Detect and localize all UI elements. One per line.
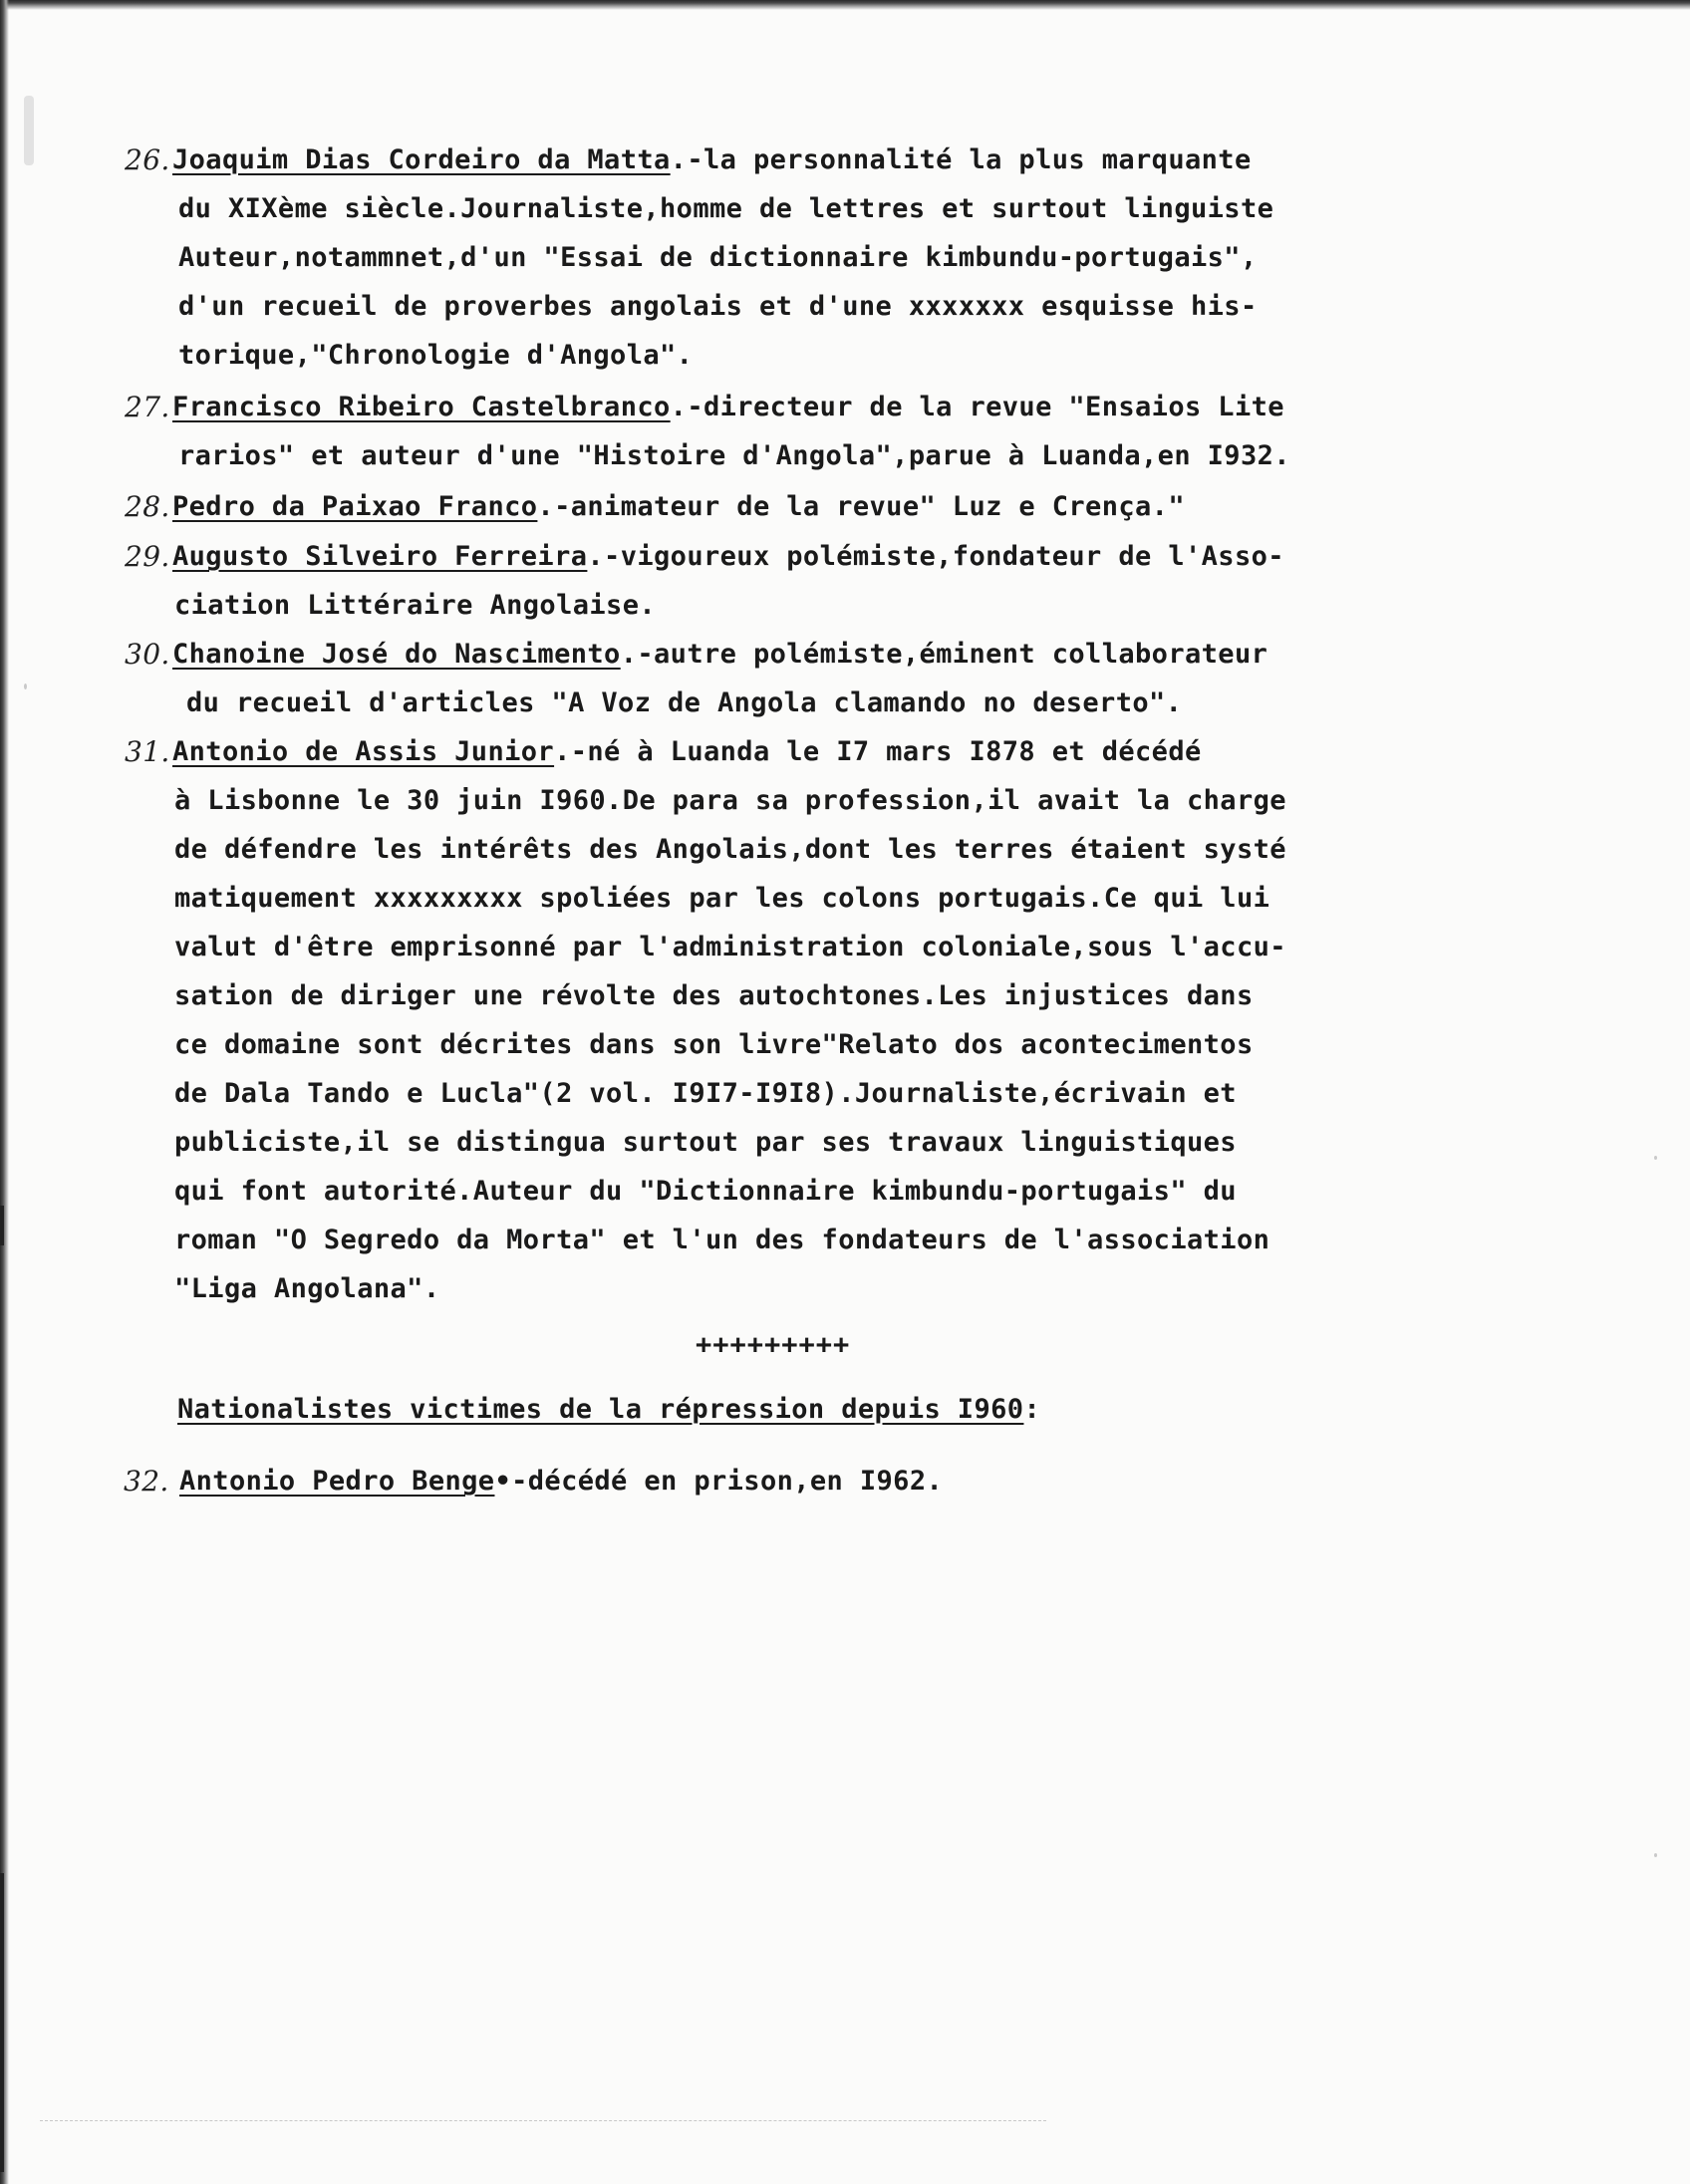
entry-text: de défendre les intérêts des Angolais,dont les terres étaient systé bbox=[174, 834, 1286, 865]
entry-text: .-autre polémiste,éminent collaborateur bbox=[620, 639, 1268, 670]
entry-text: du recueil d'articles "A Voz de Angola clamando no deserto". bbox=[186, 687, 1183, 718]
entry-name: Antonio Pedro Benge bbox=[179, 1466, 495, 1497]
entry-text: matiquement xxxxxxxxx spoliées par les colons portugais.Ce qui lui bbox=[174, 883, 1270, 914]
entry-name: Joaquim Dias Cordeiro da Matta bbox=[172, 144, 671, 175]
entry-text: du XIXème siècle.Journaliste,homme de lettres et surtout linguiste bbox=[178, 193, 1274, 224]
entry-first-line bbox=[179, 1457, 1445, 1505]
entry-text: Auteur,notammnet,d'un "Essai de dictionnaire kimbundu-portugais", bbox=[178, 242, 1258, 273]
section-separator: +++++++++ bbox=[696, 1329, 851, 1360]
entry-name: Chanoine José do Nascimento bbox=[172, 639, 621, 670]
entry-30 bbox=[125, 630, 1438, 727]
entry-text: ciation Littéraire Angolaise. bbox=[174, 590, 657, 621]
scan-speck bbox=[1654, 1156, 1657, 1160]
entry-first-line bbox=[172, 727, 1438, 776]
entry-28 bbox=[125, 482, 1438, 531]
scan-bottom-line bbox=[40, 2120, 1046, 2122]
section-heading-text: Nationalistes victimes de la répression depuis I960 bbox=[177, 1394, 1024, 1425]
scan-speck bbox=[24, 683, 27, 689]
entry-number: 32. bbox=[124, 1465, 169, 1498]
entry-number: 29. bbox=[125, 540, 170, 573]
entry-name: Augusto Silveiro Ferreira bbox=[172, 541, 588, 572]
entry-text: roman "O Segredo da Morta" et l'un des fondateurs de l'association bbox=[174, 1225, 1270, 1255]
entry-text: publiciste,il se distingua surtout par ses travaux linguistiques bbox=[174, 1127, 1237, 1158]
entry-26 bbox=[125, 136, 1438, 380]
entry-number: 31. bbox=[125, 735, 170, 768]
entry-name: Antonio de Assis Junior bbox=[172, 736, 555, 767]
section-heading-colon: : bbox=[1023, 1394, 1041, 1425]
entry-31 bbox=[125, 727, 1438, 1313]
entry-32 bbox=[124, 1457, 1445, 1505]
entry-number: 28. bbox=[125, 490, 170, 523]
entry-name: Francisco Ribeiro Castelbranco bbox=[172, 392, 671, 422]
entry-text: de Dala Tando e Lucla"(2 vol. I9I7-I9I8).Journaliste,écrivain et bbox=[174, 1078, 1237, 1109]
entry-text: ce domaine sont décrites dans son livre"Relato dos acontecimentos bbox=[174, 1029, 1254, 1060]
entry-first-line bbox=[172, 630, 1438, 679]
entry-text: .-né à Luanda le I7 mars I878 et décédé bbox=[554, 736, 1202, 767]
scan-speck bbox=[1654, 1853, 1657, 1857]
scan-edge-mark bbox=[0, 1206, 4, 1245]
entry-text: "Liga Angolana". bbox=[174, 1273, 440, 1304]
entry-text: •-décédé en prison,en I962. bbox=[494, 1466, 944, 1497]
entry-number: 26. bbox=[125, 143, 170, 176]
entry-name: Pedro da Paixao Franco bbox=[172, 491, 538, 522]
entry-text: .-animateur de la revue" Luz e Crença." bbox=[537, 491, 1185, 522]
entry-29 bbox=[125, 532, 1438, 630]
entry-text: sation de diriger une révolte des autochtones.Les injustices dans bbox=[174, 980, 1254, 1011]
entry-text: .-vigoureux polémiste,fondateur de l'Asso- bbox=[587, 541, 1284, 572]
entry-27 bbox=[125, 383, 1438, 480]
scan-edge-top bbox=[0, 0, 1690, 10]
scan-speck bbox=[24, 96, 34, 165]
entry-text: d'un recueil de proverbes angolais et d'une xxxxxxx esquisse his- bbox=[178, 291, 1258, 322]
entry-number: 27. bbox=[125, 391, 170, 423]
entry-text: .-la personnalité la plus marquante bbox=[670, 144, 1252, 175]
entry-first-line bbox=[172, 482, 1438, 531]
entry-text: .-directeur de la revue "Ensaios Lite bbox=[670, 392, 1284, 422]
entry-text: à Lisbonne le 30 juin I960.De para sa profession,il avait la charge bbox=[174, 785, 1286, 816]
entry-first-line bbox=[172, 532, 1438, 581]
section-heading bbox=[177, 1390, 1040, 1430]
entry-text: valut d'être emprisonné par l'administration coloniale,sous l'accu- bbox=[174, 932, 1286, 962]
entry-text: rarios" et auteur d'une "Histoire d'Angola",parue à Luanda,en I932. bbox=[178, 440, 1290, 471]
entry-first-line bbox=[172, 383, 1438, 431]
entry-first-line bbox=[172, 136, 1438, 184]
scan-edge-mark bbox=[0, 1873, 4, 2172]
entry-number: 30. bbox=[125, 638, 170, 671]
entry-text: qui font autorité.Auteur du "Dictionnaire kimbundu-portugais" du bbox=[174, 1176, 1237, 1207]
entry-text: torique,"Chronologie d'Angola". bbox=[178, 340, 694, 371]
scan-edge-left bbox=[0, 0, 9, 2184]
